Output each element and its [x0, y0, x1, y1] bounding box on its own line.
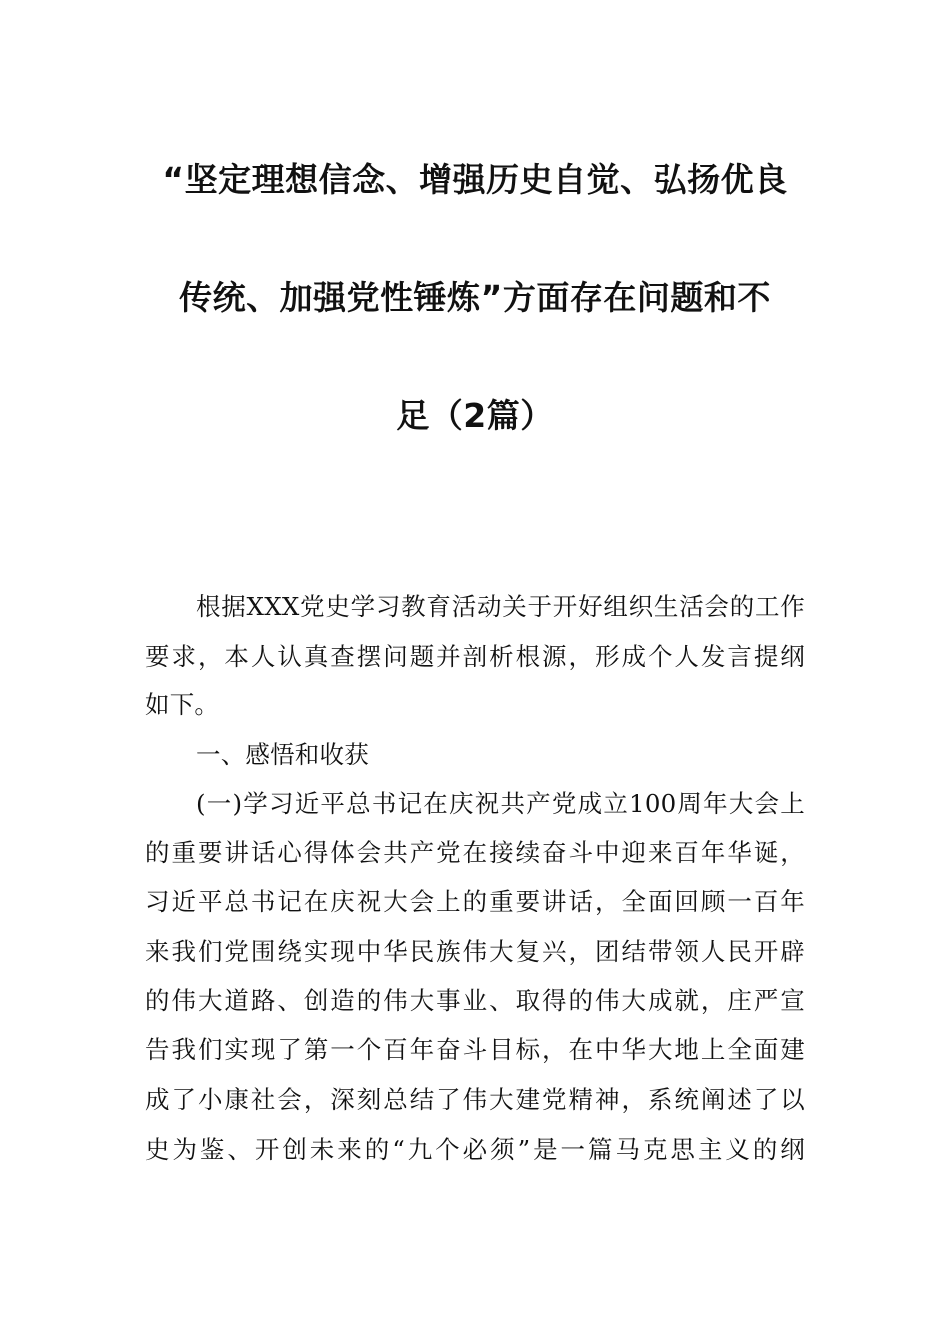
paragraph-2-line-7: 成了小康社会，深刻总结了伟大建党精神，系统阐述了以 [145, 1085, 805, 1114]
document-title-line-3: 足（2篇） [396, 396, 554, 435]
paragraph-1-line-2: 要求，本人认真查摆问题并剖析根源，形成个人发言提纲 [145, 642, 805, 671]
paragraph-2-line-8: 史为鉴、开创未来的“九个必须”是一篇马克思主义的纲 [145, 1135, 805, 1164]
paragraph-2-line-2: 的重要讲话心得体会共产党在接续奋斗中迎来百年华诞， [145, 838, 805, 867]
paragraph-2-line-5: 的伟大道路、创造的伟大事业、取得的伟大成就，庄严宣 [145, 986, 805, 1015]
paragraph-2-line-4: 来我们党围绕实现中华民族伟大复兴，团结带领人民开辟 [145, 937, 805, 966]
paragraph-2-line-1: (一)学习近平总书记在庆祝共产党成立100周年大会上 [196, 789, 805, 818]
document-title-line-2: 传统、加强党性锤炼”方面存在问题和不 [179, 278, 771, 317]
document-title-line-1: “坚定理想信念、增强历史自觉、弘扬优良 [162, 160, 788, 199]
paragraph-1-line-1: 根据XXX党史学习教育活动关于开好组织生活会的工作 [196, 592, 805, 621]
section-heading: 一、感悟和收获 [196, 740, 369, 769]
paragraph-2-line-3: 习近平总书记在庆祝大会上的重要讲话，全面回顾一百年 [145, 887, 805, 916]
paragraph-2-line-6: 告我们实现了第一个百年奋斗目标，在中华大地上全面建 [145, 1035, 805, 1064]
paragraph-1-line-3: 如下。 [145, 690, 220, 719]
